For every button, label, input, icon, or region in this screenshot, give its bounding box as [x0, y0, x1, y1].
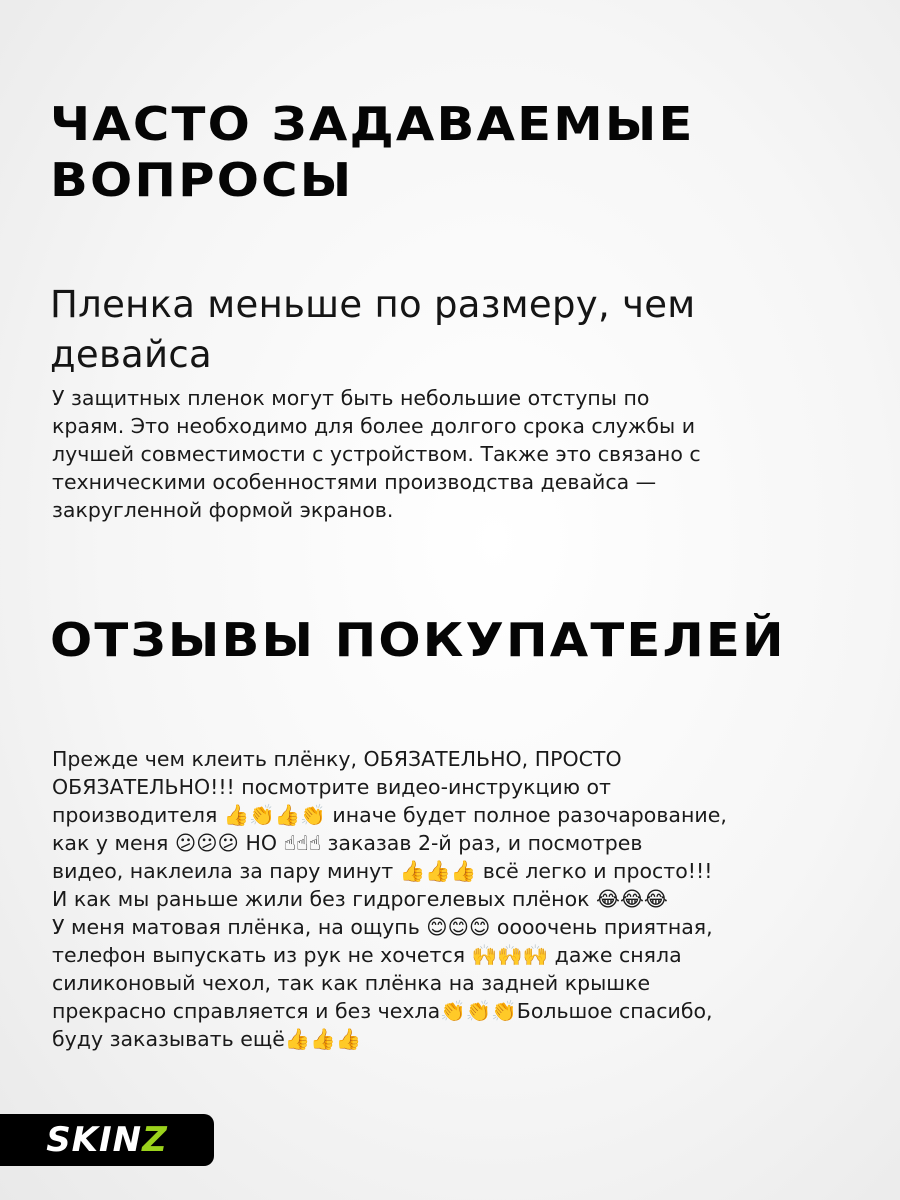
brand-logo [0, 1114, 214, 1166]
review-line: видео, наклеила за пару минут 👍👍👍 всё легко и просто!!! [52, 859, 713, 883]
review-line: силиконовый чехол, так как плёнка на задней крышке [52, 971, 651, 995]
brand-logo-text [46, 1120, 168, 1160]
faq-answer [52, 384, 772, 524]
faq-answer-line: закругленной формой экранов. [52, 498, 394, 522]
review-line: прекрасно справляется и без чехла👏👏👏Большое спасибо, [52, 999, 713, 1023]
review-line: производителя 👍👏👍👏 иначе будет полное разочарование, [52, 803, 727, 827]
brand-logo-accent: Z [142, 1120, 168, 1160]
faq-answer-line: краям. Это необходимо для более долгого срока службы и [52, 414, 696, 438]
faq-heading: ЧАСТО ЗАДАВАЕМЫЕ ВОПРОСЫ [50, 97, 695, 207]
review-line: телефон выпускать из рук не хочется 🙌🙌🙌 даже сняла [52, 943, 682, 967]
reviews-heading: ОТЗЫВЫ ПОКУПАТЕЛЕЙ [50, 613, 786, 667]
review-line: буду заказывать ещё👍👍👍 [52, 1027, 362, 1051]
faq-answer-line: У защитных пленок могут быть небольшие отступы по [52, 386, 650, 410]
faq-answer-line: техническими особенностями производства девайса — [52, 470, 657, 494]
faq-question: Пленка меньше по размеру, чем девайса [50, 283, 696, 376]
review-line: ОБЯЗАТЕЛЬНО!!! посмотрите видео-инструкцию от [52, 775, 611, 799]
review-line: как у меня 😕😕😕 НО ☝☝☝ заказав 2-й раз, и посмотрев [52, 831, 643, 855]
brand-logo-main: SKIN [46, 1120, 143, 1160]
review-line: И как мы раньше жили без гидрогелевых плёнок 😂😂😂 [52, 887, 668, 911]
review-line: У меня матовая плёнка, на ощупь 😊😊😊 оооочень приятная, [52, 915, 713, 939]
faq-answer-line: лучшей совместимости с устройством. Также это связано с [52, 442, 701, 466]
review-text [52, 745, 832, 1053]
review-line: Прежде чем клеить плёнку, ОБЯЗАТЕЛЬНО, ПРОСТО [52, 747, 622, 771]
